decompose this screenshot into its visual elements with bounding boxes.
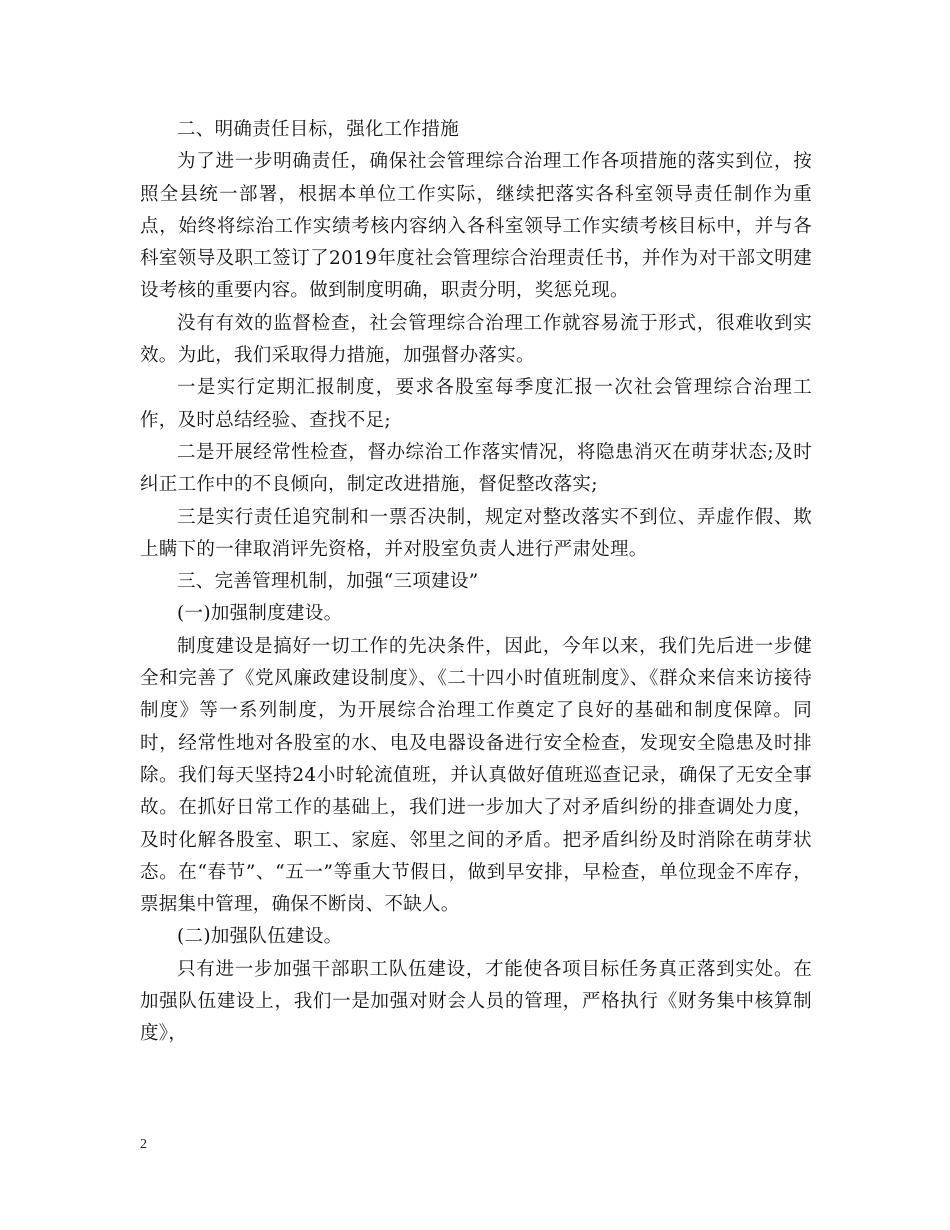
paragraph-team-building: 只有进一步加强干部职工队伍建设，才能使各项目标任务真正落到实处。在加强队伍建设上，我们一是加强对财会人员的管理，严格执行《财务集中核算制度》， xyxy=(140,958,812,1045)
page-number: 2 xyxy=(140,1137,147,1152)
paragraph-regular-inspection: 二是开展经常性检查，督办综治工作落实情况，将隐患消灭在萌芽状态;及时纠正工作中的不良倾向，制定改进措施，督促整改落实; xyxy=(140,441,812,496)
subheading-system-building: (一)加强制度建设。 xyxy=(177,603,343,625)
paragraph-supervision: 没有有效的监督检查，社会管理综合治理工作就容易流于形式，很难收到实效。为此，我们采取得力措施，加强督办落实。 xyxy=(140,312,812,367)
paragraph-system-building: 制度建设是搞好一切工作的先决条件，因此，今年以来，我们先后进一步健全和完善了《党风廉政建设制度》、《二十四小时值班制度》、《群众来信来访接待制度》等一系列制度，为开展综合治理工作奠定了良好的基础和制度保障。同时，经常性地对各股室的水、电及电器设备进行安全检查，发现安全隐患及时排除。我们每天坚持24小时轮流值班，并认真做好值班巡查记录，确保了无安全事故。在抓好日常工作的基础上，我们进一步加大了对矛盾纠纷的排查调处力度，及时化解各股室、职工、家庭、邻里之间的矛盾。把矛盾纠纷及时消除在萌芽状态。在“春节”、“五一”等重大节假日，做到早安排，早检查，单位现金不库存，票据集中管理，确保不断岗、不缺人。 xyxy=(140,635,812,916)
document-body xyxy=(140,114,812,1051)
paragraph-accountability: 三是实行责任追究制和一票否决制，规定对整改落实不到位、弄虚作假、欺上瞒下的一律取消评先资格，并对股室负责人进行严肃处理。 xyxy=(140,506,812,560)
paragraph-responsibility: 为了进一步明确责任，确保社会管理综合治理工作各项措施的落实到位，按照全县统一部署，根据本单位工作实际，继续把落实各科室领导责任制作为重点，始终将综治工作实绩考核内容纳入各科室领导工作实绩考核目标中，并与各科室领导及职工签订了2019年度社会管理综合治理责任书，并作为对干部文明建设考核的重要内容。做到制度明确，职责分明，奖惩兑现。 xyxy=(140,151,812,302)
subheading-team-building: (二)加强队伍建设。 xyxy=(177,926,343,948)
section-heading-3: 三、完善管理机制，加强“三项建设” xyxy=(177,571,479,593)
paragraph-regular-report: 一是实行定期汇报制度，要求各股室每季度汇报一次社会管理综合治理工作，及时总结经验、查找不足; xyxy=(140,377,812,431)
section-heading-2: 二、明确责任目标，强化工作措施 xyxy=(177,119,460,140)
